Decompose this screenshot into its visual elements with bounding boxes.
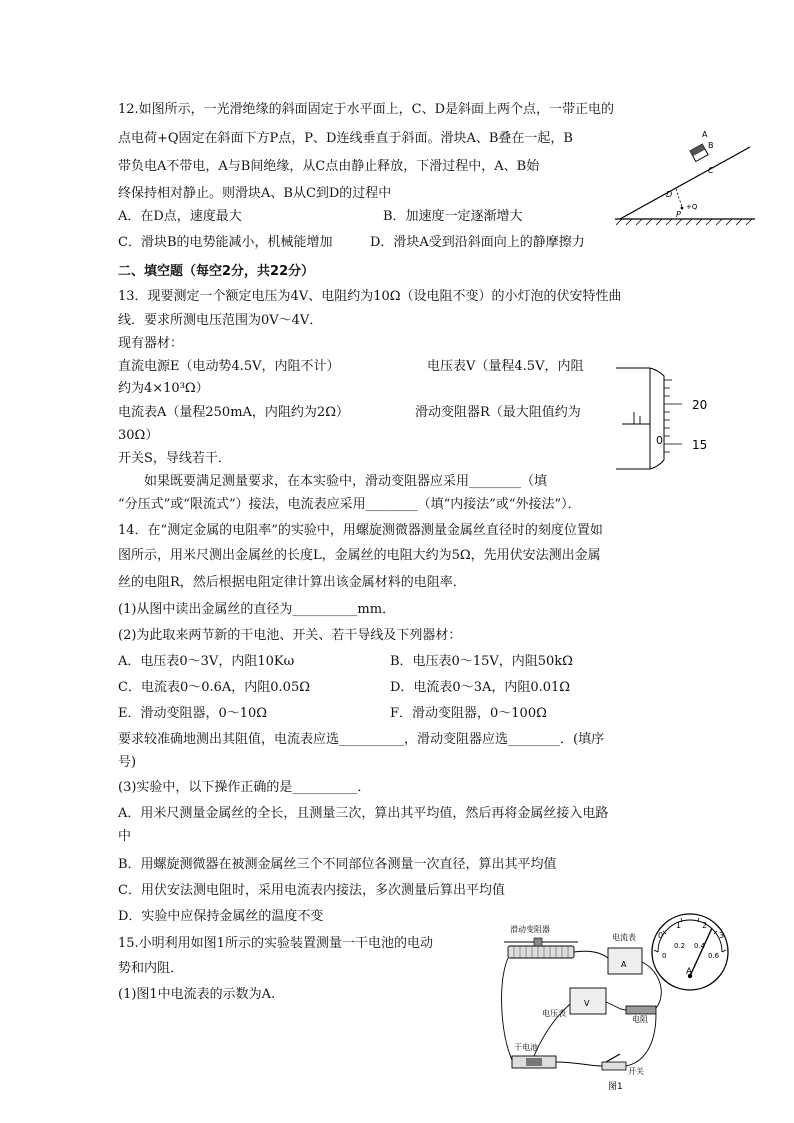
- q14-line-12: C．用伏安法测电阻时，采用电流表内接法，多次测量后算出平均值: [118, 883, 505, 898]
- q14-line-5: (2)为此取来两节新的干电池、开关、若干导线及下列器材：: [118, 628, 462, 643]
- dial-top-2: 2: [702, 921, 708, 930]
- svg-text:A: A: [621, 960, 627, 969]
- q12-line-2: 点电荷+Q固定在斜面下方P点，P、D连线垂直于斜面。滑块A、B叠在一起，B: [118, 131, 573, 146]
- q14-line-7: 号): [118, 755, 137, 770]
- q14-line-8: (3)实验中，以下操作正确的是__________．: [118, 780, 371, 795]
- q12-option-b: B．加速度一定逐渐增大: [383, 209, 523, 224]
- figure-caption: 图1: [608, 1082, 623, 1092]
- q13-line-6: 电流表A（量程250mA，内阻约为2Ω）: [118, 405, 349, 420]
- q13-line-4: 直流电源E（电动势4.5V，内阻不计）: [118, 359, 340, 374]
- point-c-label: C: [708, 166, 714, 175]
- q12-line-4: 终保持相对静止。则滑块A、B从C到D的过程中: [118, 186, 392, 201]
- q14-line-2: 图所示，用米尺测出金属丝的长度L，金属丝的电阻大约为5Ω，先用伏安法测出金属: [118, 548, 601, 563]
- q15-line-2: 势和内阻．: [118, 961, 184, 976]
- dial-bottom-2: 0.4: [694, 942, 706, 950]
- q13-line-10: “分压式”或“限流式”）接法，电流表应采用________（填“内接法”或“外接法”）．: [118, 497, 581, 512]
- q14-line-3: 丝的电阻R，然后根据电阻定律计算出该金属材料的电阻率．: [118, 575, 466, 590]
- dial-bottom-3: 0.6: [708, 952, 720, 960]
- q14-line-9: A．用米尺测量金属丝的全长，且测量三次，算出其平均值，然后再将金属丝接入电路: [118, 806, 609, 821]
- dial-top-1: 1: [676, 921, 682, 930]
- q14-option-c: C．电流表0～0.6A，内阻0.05Ω: [118, 680, 311, 695]
- q14-line-6: 要求较准确地测出其阻值，电流表应选__________，滑动变阻器应选________．(填序: [118, 732, 605, 747]
- q13-voltmeter: 电压表V（量程4.5V，内阻: [427, 359, 584, 374]
- svg-text:V: V: [584, 999, 590, 1008]
- q12-option-d: D．滑块A受到沿斜面向上的静摩擦力: [370, 235, 585, 250]
- switch-label: 开关: [628, 1067, 644, 1076]
- incline-figure: [610, 125, 760, 225]
- q14-option-d: D．电流表0～3A，内阻0.01Ω: [390, 680, 571, 695]
- q13-line-5: 约为4×10³Ω）: [118, 381, 209, 396]
- voltmeter-label: 电压表: [542, 1009, 566, 1018]
- q13-line-7: 30Ω）: [118, 428, 159, 443]
- q14-line-10: 中: [118, 829, 132, 844]
- block-a-label: A: [702, 130, 708, 139]
- micrometer-label-15: 15: [692, 438, 708, 452]
- q13-line-2: 线．要求所测电压范围为0V～4V．: [118, 313, 323, 328]
- q15-line-1: 15.小明利用如图1所示的实验装置测量一干电池的电动: [118, 936, 433, 951]
- micrometer-label-20: 20: [692, 398, 708, 412]
- q14-option-a: A．电压表0～3V，内阻10Kω: [118, 654, 295, 669]
- q15-line-3: (1)图1中电流表的示数为A.: [118, 987, 276, 1002]
- battery-label: 干电池: [514, 1043, 538, 1052]
- section-title: 二、填空题（每空2分，共22分）: [118, 264, 315, 279]
- q13-rheostat: 滑动变阻器R（最大阻值约为: [415, 405, 581, 420]
- dial-bottom-1: 0.2: [674, 942, 686, 950]
- q14-option-e: E．滑动变阻器，0～10Ω: [118, 706, 268, 721]
- dial-top-0: 0: [658, 931, 664, 940]
- q13-line-3: 现有器材：: [118, 336, 184, 351]
- dial-top-3: 3: [719, 931, 725, 940]
- point-d-label: D: [666, 190, 673, 199]
- resistor-label: 电阻: [632, 1015, 648, 1024]
- q13-line-1: 13．现要测定一个额定电压为4V、电阻约为10Ω（设电阻不变）的小灯泡的伏安特性曲: [118, 289, 622, 304]
- dial-unit: A: [686, 967, 693, 977]
- q12-option-c: C．滑块B的电势能减小，机械能增加: [118, 235, 333, 250]
- ammeter-label: 电流表: [612, 933, 636, 942]
- block-b-label: B: [708, 141, 714, 150]
- dial-bottom-0: 0: [662, 952, 667, 960]
- q14-option-b: B．电压表0～15V，内阻50kΩ: [390, 654, 573, 669]
- circuit-figure: [490, 912, 760, 1092]
- q14-line-13: D．实验中应保持金属丝的温度不变: [118, 909, 324, 924]
- q14-line-1: 14．在“测定金属的电阻率”的实验中，用螺旋测微器测量金属丝直径时的刻度位置如: [118, 523, 603, 538]
- q14-line-11: B．用螺旋测微器在被测金属丝三个不同部位各测量一次直径，算出其平均值: [118, 857, 557, 872]
- charge-q-label: +Q: [686, 203, 698, 211]
- point-p-label: P: [676, 210, 681, 219]
- q12-line-1: 12.如图所示，一光滑绝缘的斜面固定于水平面上，C、D是斜面上两个点，一带正电的: [118, 102, 615, 117]
- q14-line-4: (1)从图中读出金属丝的直径为__________mm．: [118, 602, 396, 617]
- micrometer-label-0: 0: [656, 434, 663, 447]
- q13-line-8: 开关S，导线若干．: [118, 451, 231, 466]
- q12-option-a: A．在D点，速度最大: [118, 209, 242, 224]
- micrometer-figure: [612, 360, 722, 472]
- q13-line-9: 如果既要满足测量要求，在本实验中，滑动变阻器应采用________（填: [144, 474, 548, 489]
- q12-line-3: 带负电A不带电，A与B间绝缘，从C点由静止释放，下滑过程中，A、B始: [118, 159, 540, 174]
- rheostat-label: 滑动变阻器: [510, 925, 550, 934]
- q14-option-f: F．滑动变阻器，0～100Ω: [390, 706, 547, 721]
